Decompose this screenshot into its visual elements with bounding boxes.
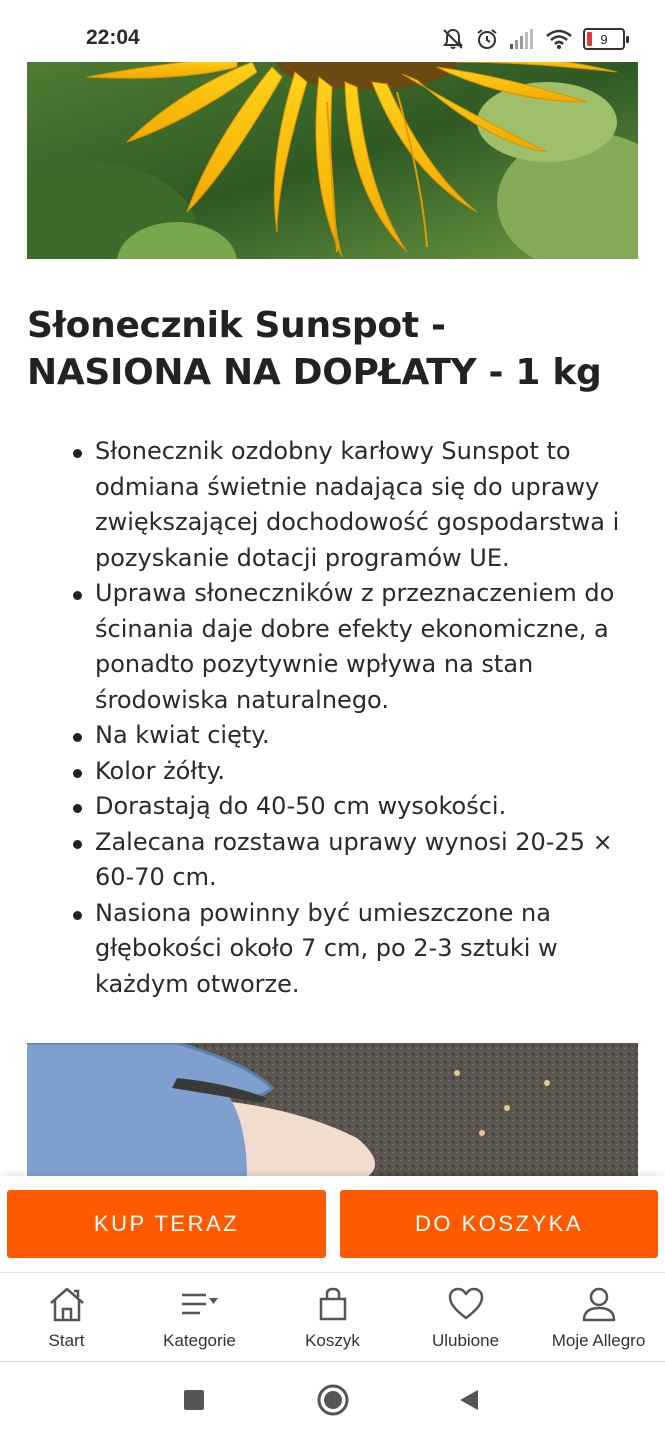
home-icon <box>47 1285 87 1323</box>
nav-label: Kategorie <box>163 1331 236 1350</box>
list-item: Słonecznik ozdobny karłowy Sunspot to odmiana świetnie nadająca się do uprawy zwiększającej dochodowość gospodarstwa i pozyskanie dotacji programów UE. <box>95 434 640 576</box>
bottom-navigation <box>0 1272 665 1362</box>
product-description-list <box>95 434 640 1002</box>
categories-icon <box>178 1285 222 1323</box>
battery-icon <box>583 28 625 50</box>
nav-item-categories[interactable] <box>133 1273 266 1361</box>
battery-level-bar <box>587 32 592 46</box>
product-title: Słonecznik Sunspot - NASIONA NA DOPŁATY - 1 kg <box>27 305 602 393</box>
add-to-cart-button[interactable]: DO KOSZYKA <box>340 1190 658 1258</box>
list-item: Dorastają do 40-50 cm wysokości. <box>95 789 640 825</box>
home-button-icon[interactable] <box>316 1383 350 1417</box>
nav-item-start[interactable] <box>0 1273 133 1361</box>
status-bar <box>0 0 665 62</box>
nav-label: Koszyk <box>305 1331 360 1350</box>
back-icon[interactable] <box>457 1388 481 1412</box>
sunflower-illustration <box>27 62 638 259</box>
list-item: Zalecana rozstawa uprawy wynosi 20-25 × 60-70 cm. <box>95 825 640 896</box>
status-icons <box>441 26 625 52</box>
wifi-icon <box>545 28 573 50</box>
product-image-sunflower[interactable] <box>27 62 638 259</box>
product-image-sowing[interactable] <box>27 1043 638 1177</box>
nav-item-cart[interactable] <box>266 1273 399 1361</box>
user-icon <box>579 1285 619 1323</box>
recent-apps-icon[interactable] <box>183 1389 205 1411</box>
signal-icon <box>509 28 535 50</box>
nav-item-my-allegro[interactable] <box>532 1273 665 1361</box>
action-bar <box>0 1176 665 1272</box>
alarm-icon <box>475 27 499 51</box>
cart-icon <box>313 1285 353 1323</box>
nav-label: Ulubione <box>431 1331 500 1350</box>
nav-item-favorites[interactable] <box>399 1273 532 1361</box>
nav-label: Moje Allegro <box>551 1331 646 1350</box>
nav-label: Start <box>48 1331 85 1350</box>
mute-icon <box>441 27 465 51</box>
status-time: 22:04 <box>86 26 140 49</box>
sowing-illustration <box>27 1043 638 1177</box>
list-item: Uprawa słoneczników z przeznaczeniem do ścinania daje dobre efekty ekonomiczne, a ponadto pozytywnie wpływa na stan środowiska naturalnego. <box>95 576 640 718</box>
system-navigation-bar <box>0 1362 665 1440</box>
list-item: Nasiona powinny być umieszczone na głębokości około 7 cm, po 2-3 sztuki w każdym otworze. <box>95 896 640 1003</box>
list-item: Kolor żółty. <box>95 754 640 790</box>
list-item: Na kwiat cięty. <box>95 718 640 754</box>
buy-now-button[interactable]: KUP TERAZ <box>7 1190 326 1258</box>
battery-level: 9 <box>600 31 608 47</box>
heart-icon <box>446 1285 486 1323</box>
